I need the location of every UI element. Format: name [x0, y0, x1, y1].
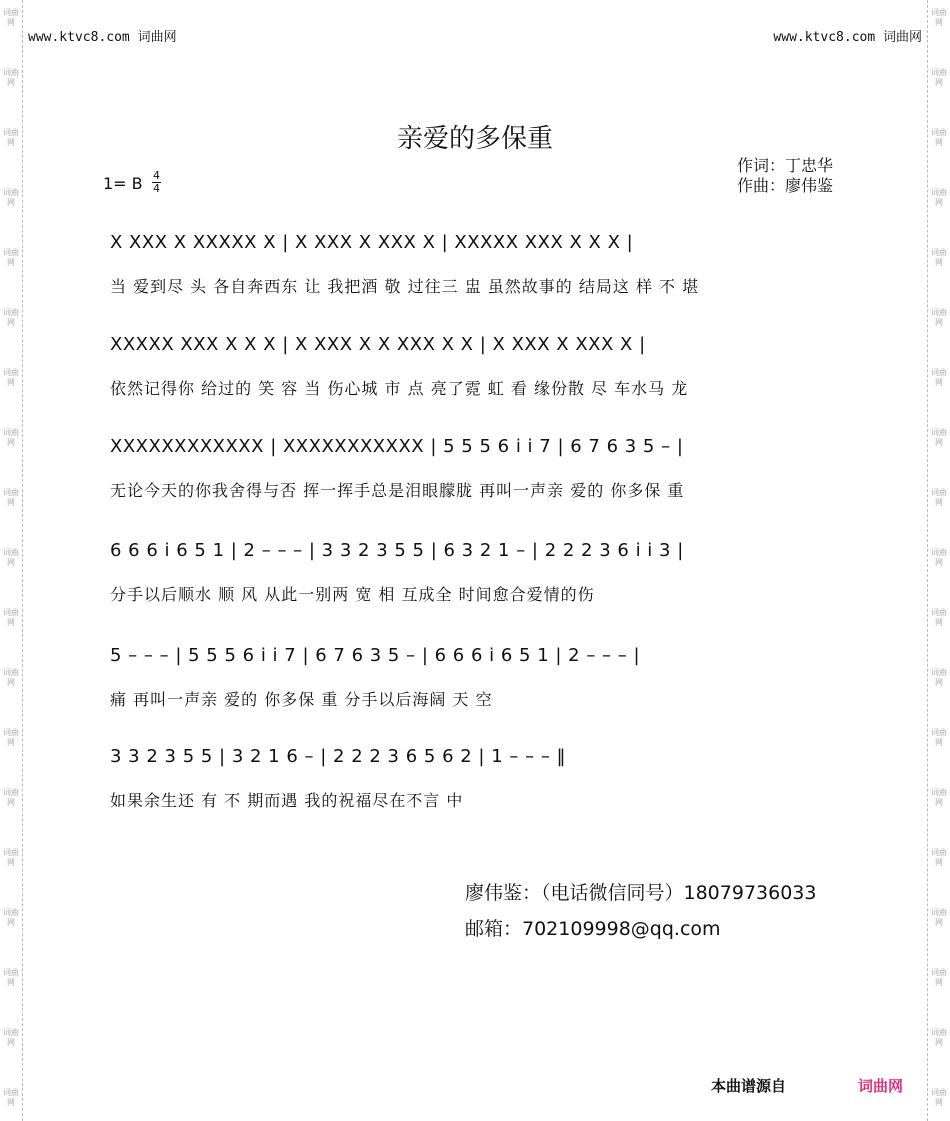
meter-top: 4: [153, 169, 160, 182]
score-row-2: [110, 334, 850, 399]
watermark-text: 词曲网: [3, 608, 19, 627]
watermark-text: 词曲网: [931, 668, 947, 687]
watermark-text: 词曲网: [3, 788, 19, 807]
lyricist: 作词：丁忠华: [737, 156, 834, 175]
notation-line: X XXX X XXXXX X | X XXX X XXX X | XXXXX XXX X X X |: [110, 232, 634, 253]
meter-bottom: 4: [153, 182, 160, 195]
left-watermark-strip: [0, 0, 23, 1121]
credits: [737, 156, 833, 196]
lyric-line: 分手以后顺水 顺 风 从此一别两 宽 相 互成全 时间愈合爱情的伤: [110, 585, 595, 604]
right-watermark-strip: [927, 0, 950, 1121]
watermark-text: 词曲网: [931, 308, 947, 327]
source-name-link[interactable]: 词曲网: [858, 1077, 904, 1095]
watermark-text: 词曲网: [3, 8, 19, 27]
watermark-text: 词曲网: [3, 848, 19, 867]
watermark-text: 词曲网: [931, 188, 947, 207]
source-label: 本曲谱源自: [711, 1077, 787, 1095]
watermark-text: 词曲网: [3, 128, 19, 147]
lyric-line: 如果余生还 有 不 期而遇 我的祝福尽在不言 中: [110, 791, 464, 810]
watermark-text: 词曲网: [3, 548, 19, 567]
watermark-text: 词曲网: [3, 368, 19, 387]
contact-email[interactable]: 邮箱：702109998@qq.com: [465, 918, 721, 940]
key-signature: 1= B: [103, 174, 143, 193]
watermark-text: 词曲网: [931, 608, 947, 627]
watermark-text: 词曲网: [931, 8, 947, 27]
watermark-text: 词曲网: [931, 848, 947, 867]
watermark-text: 词曲网: [3, 68, 19, 87]
watermark-text: 词曲网: [3, 908, 19, 927]
lyric-line: 依然记得你 给过的 笑 容 当 伤心城 市 点 亮了霓 虹 看 缘份散 尽 车水马 龙: [110, 379, 689, 398]
lyric-line: 无论今天的你我舍得与否 挥一挥手总是泪眼朦胧 再叫一声亲 爱的 你多保 重: [110, 481, 685, 500]
notation-line: XXXXXXXXXXXX | XXXXXXXXXXX | 5 5 5 6 i i 7 | 6 7 6 3 5 – |: [110, 436, 684, 457]
watermark-text: 词曲网: [3, 968, 19, 987]
watermark-text: 词曲网: [931, 368, 947, 387]
watermark-text: 词曲网: [931, 728, 947, 747]
score-row-4: [110, 540, 850, 605]
watermark-text: 词曲网: [3, 1028, 19, 1047]
watermark-text: 词曲网: [931, 1088, 947, 1107]
watermark-text: 词曲网: [931, 428, 947, 447]
site-url-left[interactable]: www.ktvc8.com 词曲网: [28, 30, 177, 45]
lyric-line: 当 爱到尽 头 各自奔西东 让 我把酒 敬 过往三 盅 虽然故事的 结局这 样 不 堪: [110, 277, 700, 296]
watermark-text: 词曲网: [931, 128, 947, 147]
watermark-text: 词曲网: [931, 1028, 947, 1047]
notation-line: 5 – – – | 5 5 5 6 i i 7 | 6 7 6 3 5 – | 6 6 6 i 6 5 1 | 2 – – – |: [110, 645, 641, 666]
notation-line: XXXXX XXX X X X | X XXX X X XXX X X | X XXX X XXX X |: [110, 334, 646, 355]
watermark-text: 词曲网: [3, 488, 19, 507]
contact-phone: 廖伟鉴：（电话微信同号）18079736033: [465, 882, 817, 904]
composer: 作曲：廖伟鉴: [737, 176, 834, 195]
song-title: 亲爱的多保重: [396, 124, 553, 154]
watermark-text: 词曲网: [3, 668, 19, 687]
watermark-text: 词曲网: [931, 548, 947, 567]
watermark-text: 词曲网: [3, 1088, 19, 1107]
lyric-line: 痛 再叫一声亲 爱的 你多保 重 分手以后海阔 天 空: [110, 690, 493, 709]
watermark-text: 词曲网: [931, 488, 947, 507]
watermark-text: 词曲网: [3, 188, 19, 207]
time-signature: [152, 170, 161, 195]
watermark-text: 词曲网: [3, 428, 19, 447]
notation-line: 6 6 6 i 6 5 1 | 2 – – – | 3 3 2 3 5 5 | 6 3 2 1 – | 2 2 2 3 6 i i 3 |: [110, 540, 684, 561]
watermark-text: 词曲网: [931, 908, 947, 927]
watermark-text: 词曲网: [3, 308, 19, 327]
score-row-5: [110, 645, 850, 710]
watermark-text: 词曲网: [931, 788, 947, 807]
score-row-1: [110, 232, 850, 297]
site-url-right[interactable]: www.ktvc8.com 词曲网: [773, 30, 922, 45]
score-row-3: [110, 436, 850, 501]
watermark-text: 词曲网: [931, 968, 947, 987]
notation-line: 3 3 2 3 5 5 | 3 2 1 6 – | 2 2 2 3 6 5 6 2 | 1 – – – ‖: [110, 746, 567, 767]
watermark-text: 词曲网: [3, 248, 19, 267]
watermark-text: 词曲网: [931, 68, 947, 87]
watermark-text: 词曲网: [3, 728, 19, 747]
score-row-6: [110, 746, 850, 811]
watermark-text: 词曲网: [931, 248, 947, 267]
